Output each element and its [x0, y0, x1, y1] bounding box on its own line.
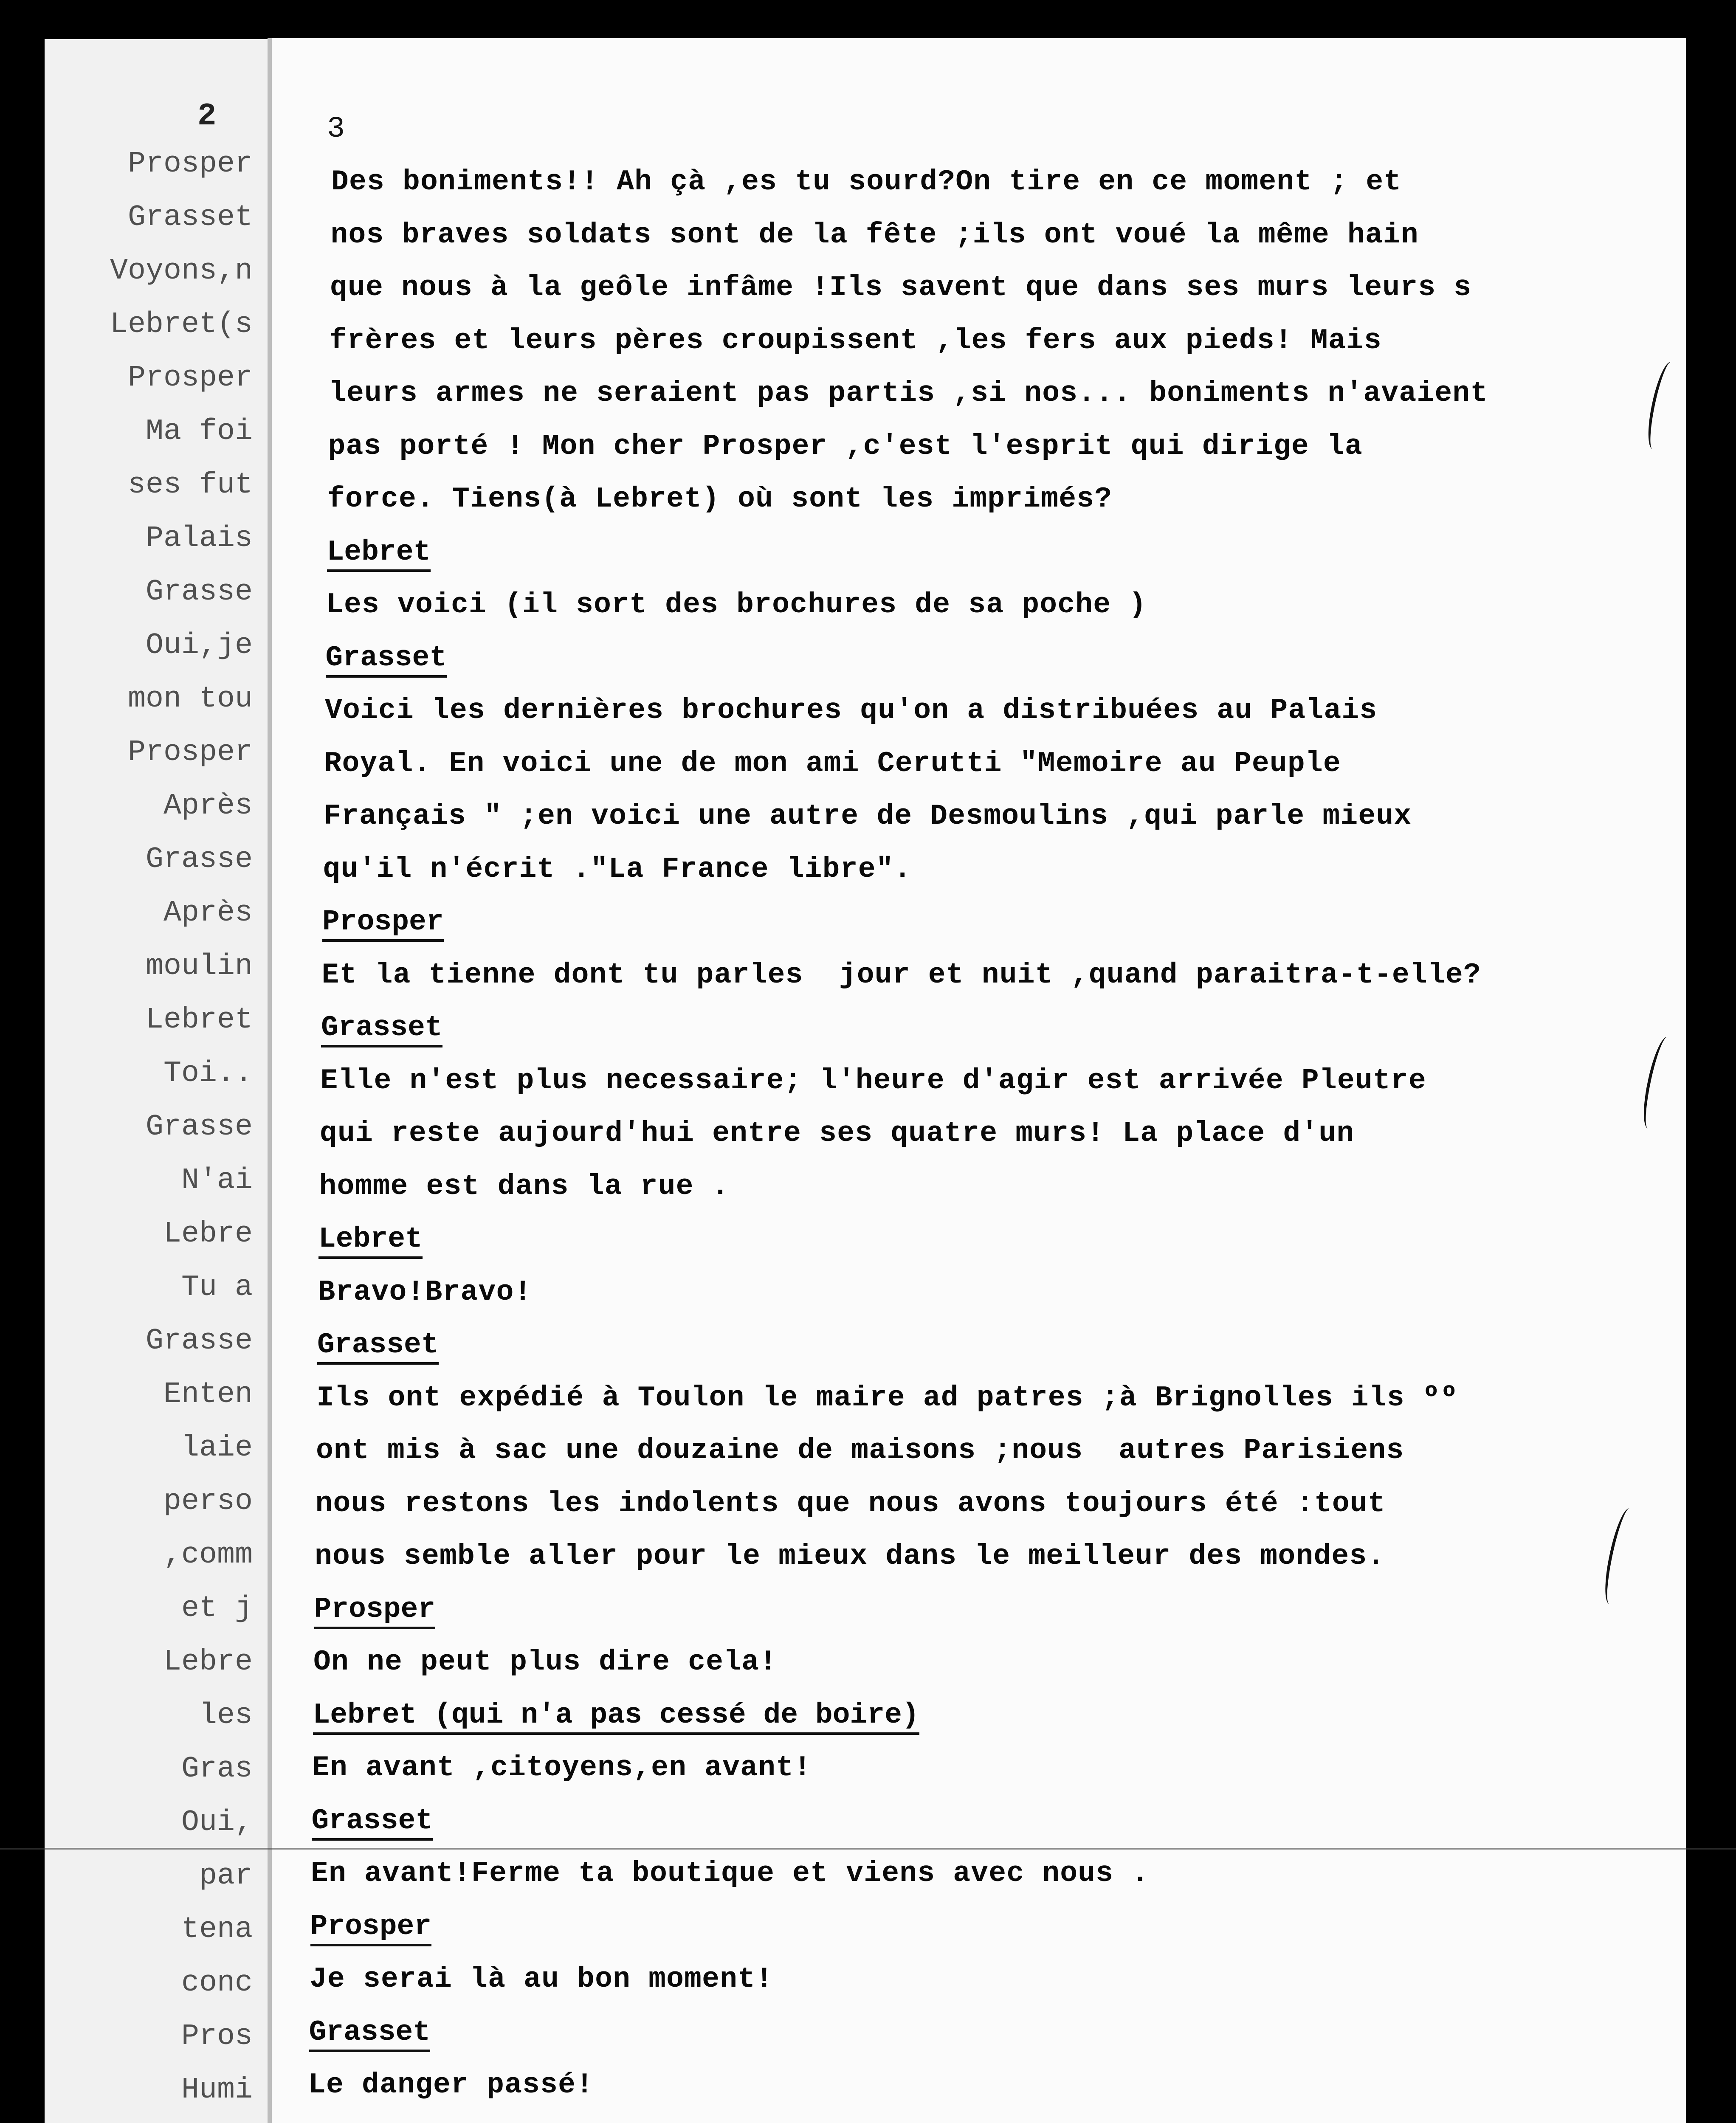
- page-number: 3: [327, 113, 345, 146]
- dialogue-line: Voici les dernières brochures qu'on a distribuées au Palais: [325, 694, 1378, 727]
- dialogue-line: Bravo!Bravo!: [318, 1275, 532, 1309]
- previous-page-line: Après: [163, 789, 253, 823]
- dialogue-line: qu'il n'écrit ."La France libre".: [323, 853, 912, 886]
- previous-page-line: tena: [181, 1913, 253, 1946]
- dialogue-line: ont mis à sac une douzaine de maisons ;nous autres Parisiens: [316, 1434, 1404, 1467]
- previous-page-line: Enten: [163, 1378, 253, 1411]
- previous-page-line: N'ai: [181, 1164, 253, 1197]
- previous-page-lines: [45, 147, 282, 2123]
- speaker-name: Grasset: [321, 1011, 442, 1047]
- speaker-name: Prosper: [310, 1910, 432, 1946]
- previous-page-line: Prosper: [127, 736, 253, 769]
- previous-page-line: mon tou: [127, 682, 253, 716]
- previous-page-line: Prosper: [127, 147, 253, 181]
- previous-page-line: Ma foi: [145, 415, 253, 448]
- previous-page-line: Humi: [181, 2073, 253, 2107]
- previous-page-line: Lebret(s: [110, 308, 253, 341]
- previous-page-line: perso: [163, 1485, 253, 1518]
- dialogue-line: En avant!Ferme ta boutique et viens avec nous .: [311, 1857, 1150, 1890]
- dialogue-line: homme est dans la rue .: [319, 1170, 730, 1203]
- dialogue-line: que nous à la geôle infâme !Ils savent que dans ses murs leurs s: [330, 271, 1472, 304]
- speaker-name: Prosper: [322, 906, 444, 942]
- previous-page-line: laie: [181, 1431, 253, 1465]
- dialogue-line: frères et leurs pères croupissent ,les fers aux pieds! Mais: [329, 324, 1382, 357]
- dialogue-line: Les voici (il sort des brochures de sa poche ): [326, 588, 1147, 621]
- previous-page-edge: [45, 39, 282, 2123]
- previous-page-line: Lebre: [163, 1645, 253, 1679]
- previous-page-number: 2: [197, 99, 217, 134]
- dialogue-line: En avant ,citoyens,en avant!: [312, 1751, 812, 1784]
- dialogue-line: nous semble aller pour le mieux dans le meilleur des mondes.: [315, 1540, 1385, 1573]
- dialogue-line: Ils ont expédié à Toulon le maire ad patres ;à Brignolles ils ºº: [316, 1381, 1458, 1414]
- previous-page-line: Grasset: [127, 201, 253, 234]
- speaker-name: Lebret (qui n'a pas cessé de boire): [313, 1699, 919, 1735]
- previous-page-line: Oui,: [181, 1806, 253, 1839]
- previous-page-line: Pros: [181, 2020, 253, 2053]
- dialogue-line: Royal. En voici une de mon ami Cerutti "Memoire au Peuple: [324, 747, 1341, 780]
- previous-page-line: Palais: [145, 522, 253, 555]
- dialogue-line: nous restons les indolents que nous avons toujours été :tout: [315, 1487, 1386, 1520]
- previous-page-line: Grasse: [145, 575, 253, 609]
- dialogue-line: Des bonimentsǃ! Ah çà ,es tu sourd?On tire en ce moment ; et: [331, 166, 1402, 198]
- speaker-name: Grasset: [317, 1329, 439, 1365]
- dialogue-line: Je serai là au bon moment!: [310, 1963, 774, 1996]
- previous-page-line: Grasse: [145, 1324, 253, 1358]
- previous-page-line: Grasse: [145, 1110, 253, 1144]
- previous-page-line: et j: [181, 1592, 253, 1625]
- speaker-name: Lebret: [327, 536, 431, 572]
- dialogue-line: On ne peut plus dire cela!: [313, 1646, 778, 1678]
- previous-page-line: conc: [181, 1966, 253, 2000]
- dialogue-line: force. Tiens(à Lebret) où sont les imprimés?: [327, 483, 1113, 515]
- previous-page-line: Après: [163, 896, 253, 930]
- dialogue-line: leurs armes ne seraient pas partis ,si nos... boniments n'avaient: [329, 377, 1488, 410]
- previous-page-line: les: [199, 1699, 253, 1732]
- previous-page-line: Toi..: [163, 1057, 253, 1090]
- dialogue-line: Français " ;en voici une autre de Desmoulins ,qui parle mieux: [324, 800, 1412, 833]
- previous-page-line: ,comm: [163, 1538, 253, 1572]
- speaker-name: Grasset: [312, 1805, 433, 1841]
- previous-page-line: Gras: [181, 1752, 253, 1786]
- previous-page-line: Oui,je: [145, 629, 253, 662]
- previous-page-line: moulin: [145, 950, 253, 983]
- dialogue-line: nos braves soldats sont de la fête ;ils ont voué la même hain: [330, 218, 1419, 251]
- previous-page-line: Grasse: [145, 843, 253, 876]
- dialogue-line: Le danger passé!: [308, 2069, 594, 2101]
- dialogue-line: Et la tienne dont tu parles jour et nuit ,quand paraitra-t-elle?: [321, 958, 1481, 991]
- previous-page-line: Lebret: [145, 1003, 253, 1037]
- dialogue-line: pas porté ! Mon cher Prosper ,c'est l'esprit qui dirige la: [328, 430, 1363, 463]
- dialogue-line: qui reste aujourd'hui entre ses quatre murs! La place d'un: [320, 1117, 1355, 1150]
- dialogue-line: Elle n'est plus necessaire; l'heure d'agir est arrivée Pleutre: [320, 1064, 1426, 1097]
- speaker-name: Grasset: [309, 2016, 431, 2052]
- speaker-name: Grasset: [326, 642, 447, 678]
- speaker-name: Lebret: [318, 1223, 423, 1259]
- typed-page: [272, 38, 1686, 2123]
- page-text: [272, 38, 1686, 2123]
- previous-page-line: Tu a: [181, 1271, 253, 1304]
- previous-page-line: par: [199, 1859, 253, 1893]
- previous-page-line: Lebre: [163, 1217, 253, 1251]
- previous-page-line: ses fut: [127, 468, 253, 502]
- previous-page-line: Prosper: [127, 361, 253, 395]
- scan-fold-line: [0, 1848, 1736, 1850]
- previous-page-line: Voyons,n: [110, 254, 253, 288]
- speaker-name: Prosper: [314, 1593, 436, 1629]
